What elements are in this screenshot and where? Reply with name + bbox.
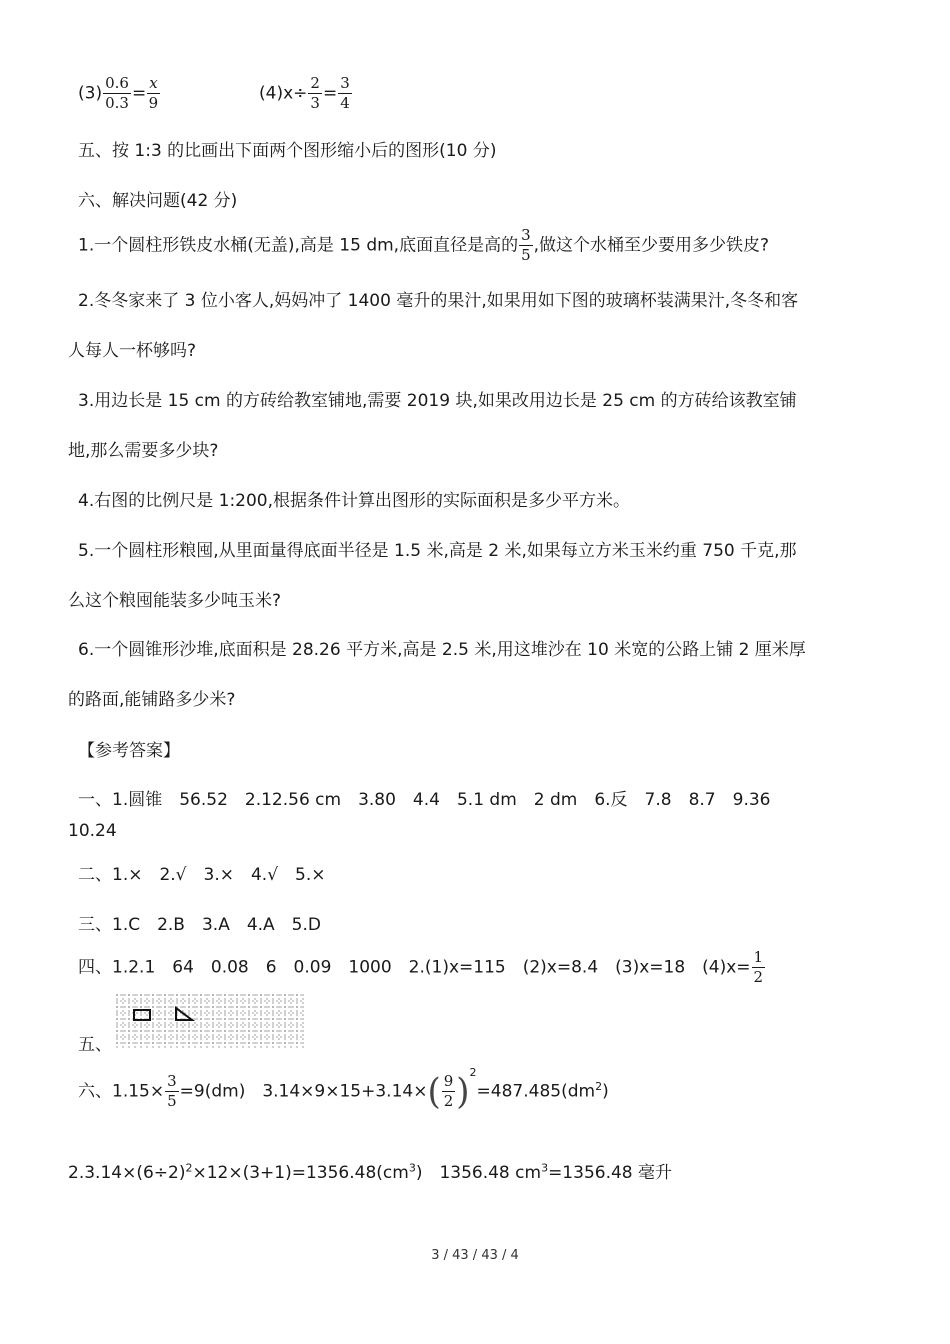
question-1: 1.一个圆柱形铁皮水桶(无盖),高是 15 dm,底面直径是高的 $\frac{3}{5}$ ,做这个水桶至少要用多少铁皮?	[78, 226, 770, 264]
equation-3	[78, 76, 161, 111]
answers-heading: 【参考答案】	[78, 741, 180, 761]
question-2-line-1: 2.冬冬家来了 3 位小客人,妈妈冲了 1400 毫升的果汁,如果用如下图的玻璃杯装满果汁,冬冬和客	[78, 291, 799, 311]
answer-5-label: 五、	[78, 1035, 112, 1055]
a6-fraction: $\frac{3}{5}$	[167, 1072, 177, 1110]
answer-6-part-1: 六、1.15× $\frac{3}{5}$ =9(dm) 3.14×9×15+3.14×( $\frac{9}{2}$ )$^2=487.485(dm^2)$	[78, 1065, 609, 1113]
question-6-line-2: 的路面,能铺路多少米?	[68, 690, 236, 710]
a6-paren-fraction: $\frac{9}{2}$	[443, 1072, 454, 1110]
answer-3: 三、1.C 2.B 3.A 4.A 5.D	[78, 915, 321, 935]
left-paren: (	[427, 1070, 441, 1113]
eq3-right-fraction: $\frac{x}{9}$	[148, 74, 159, 112]
answer-6-part-2: $2.3.14\times(6\div 2)^2\times 12\times(3+1)=1356.48(cm^3)$ 1356.48 $cm^3=1356.48$ 毫升	[68, 1161, 673, 1183]
answer-1-line-1: 一、1.圆锥 56.52 2.12.56 cm 3.80 4.4 5.1 dm 2 dm 6.反 7.8 8.7 9.36	[78, 790, 771, 810]
question-3-line-1: 3.用边长是 15 cm 的方砖给教室铺地,需要 2019 块,如果改用边长是 25 cm 的方砖给该教室铺	[78, 391, 797, 411]
eq4-equals: =	[322, 83, 338, 104]
question-5-line-2: 么这个粮囤能装多少吨玉米?	[68, 591, 282, 611]
eq4-label: (4)x÷	[259, 83, 308, 104]
reduced-triangle-shape	[176, 1008, 192, 1020]
question-4: 4.右图的比例尺是 1:200,根据条件计算出图形的实际面积是多少平方米。	[78, 491, 631, 511]
answer-5-grid-figure	[116, 994, 304, 1048]
eq4-left-fraction: $\frac{2}{3}$	[310, 74, 320, 112]
section-5-title: 五、按 1:3 的比画出下面两个图形缩小后的图形(10 分)	[78, 141, 497, 161]
a4-fraction: $\frac{1}{2}$	[753, 948, 764, 986]
section-6-title: 六、解决问题(42 分)	[78, 191, 238, 211]
reduced-rectangle-shape	[134, 1010, 150, 1020]
answer-2: 二、1.× 2.√ 3.× 4.√ 5.×	[78, 865, 326, 885]
page-number-footer: 3 / 43 / 43 / 4	[431, 1248, 519, 1263]
question-6-line-1: 6.一个圆锥形沙堆,底面积是 28.26 平方米,高是 2.5 米,用这堆沙在 10 米宽的公路上铺 2 厘米厚	[78, 640, 806, 660]
answer-4: 四、1.2.1 64 0.08 6 0.09 1000 2.(1)x=115 (2)x=8.4 (3)x=18 (4)x= $\frac{1}{2}$	[78, 948, 764, 986]
right-paren: )	[456, 1070, 470, 1113]
q1-fraction: $\frac{3}{5}$	[521, 226, 531, 264]
equation-4	[259, 76, 353, 111]
question-2-line-2: 人每人一杯够吗?	[68, 341, 197, 361]
eq3-equals: =	[131, 83, 147, 104]
eq4-right-fraction: $\frac{3}{4}$	[340, 74, 350, 112]
question-5-line-1: 5.一个圆柱形粮囤,从里面量得底面半径是 1.5 米,高是 2 米,如果每立方米玉米约重 750 千克,那	[78, 541, 797, 561]
eq3-label: (3)	[78, 83, 103, 104]
eq3-left-fraction: $\frac{0.6}{0.3}$	[105, 74, 129, 112]
question-3-line-2: 地,那么需要多少块?	[68, 441, 219, 461]
answer-1-line-2: 10.24	[68, 821, 117, 841]
